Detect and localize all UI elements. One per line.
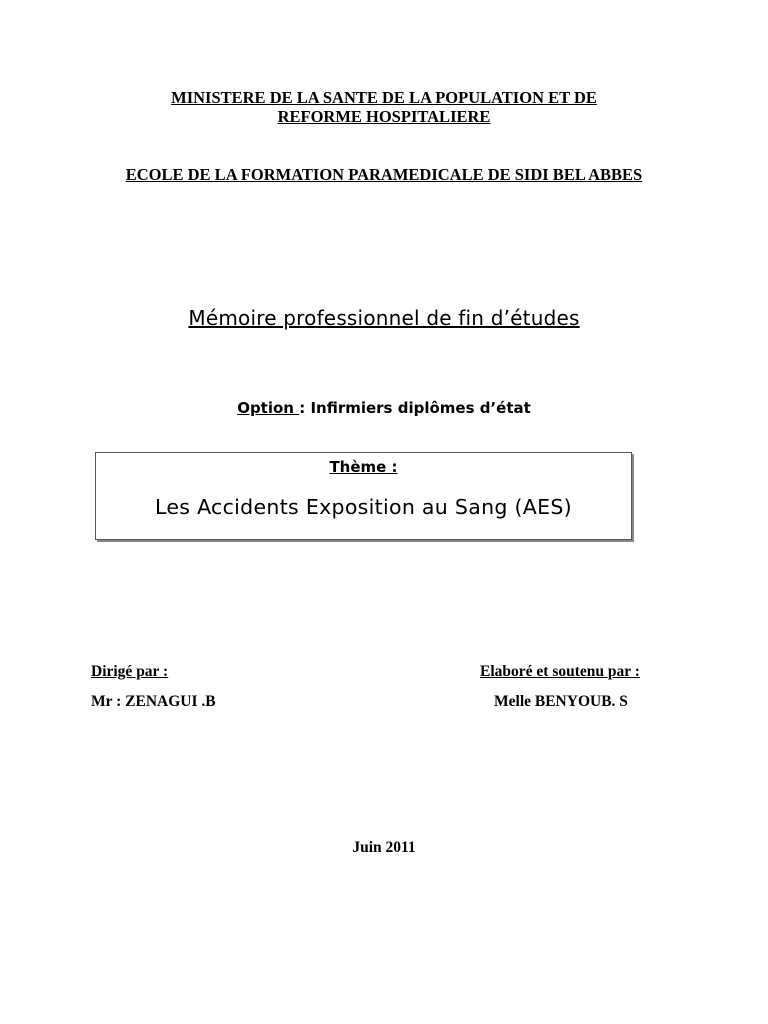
theme-title: Les Accidents Exposition au Sang (AES) xyxy=(155,495,572,519)
author-label: Elaboré et soutenu par : xyxy=(480,663,640,680)
memoire-title: Mémoire professionnel de fin d’études xyxy=(188,306,580,330)
option-separator: : xyxy=(299,399,311,417)
option-value: Infirmiers diplômes d’état xyxy=(310,399,531,417)
ministry-line-1: MINISTERE DE LA SANTE DE LA POPULATION ET DE xyxy=(171,88,597,107)
school-heading: ECOLE DE LA FORMATION PARAMEDICALE DE SIDI BEL ABBES xyxy=(125,165,643,184)
submission-date: Juin 2011 xyxy=(352,839,416,856)
option-label: Option xyxy=(237,399,300,417)
director-name: Mr : ZENAGUI .B xyxy=(91,693,216,710)
director-label: Dirigé par : xyxy=(91,663,169,680)
ministry-line-2: REFORME HOSPITALIERE xyxy=(277,107,491,126)
author-name: Melle BENYOUB. S xyxy=(494,693,628,710)
theme-box xyxy=(95,452,632,540)
ministry-heading xyxy=(0,88,768,126)
theme-label: Thème : xyxy=(329,458,398,476)
option-line xyxy=(0,399,768,417)
